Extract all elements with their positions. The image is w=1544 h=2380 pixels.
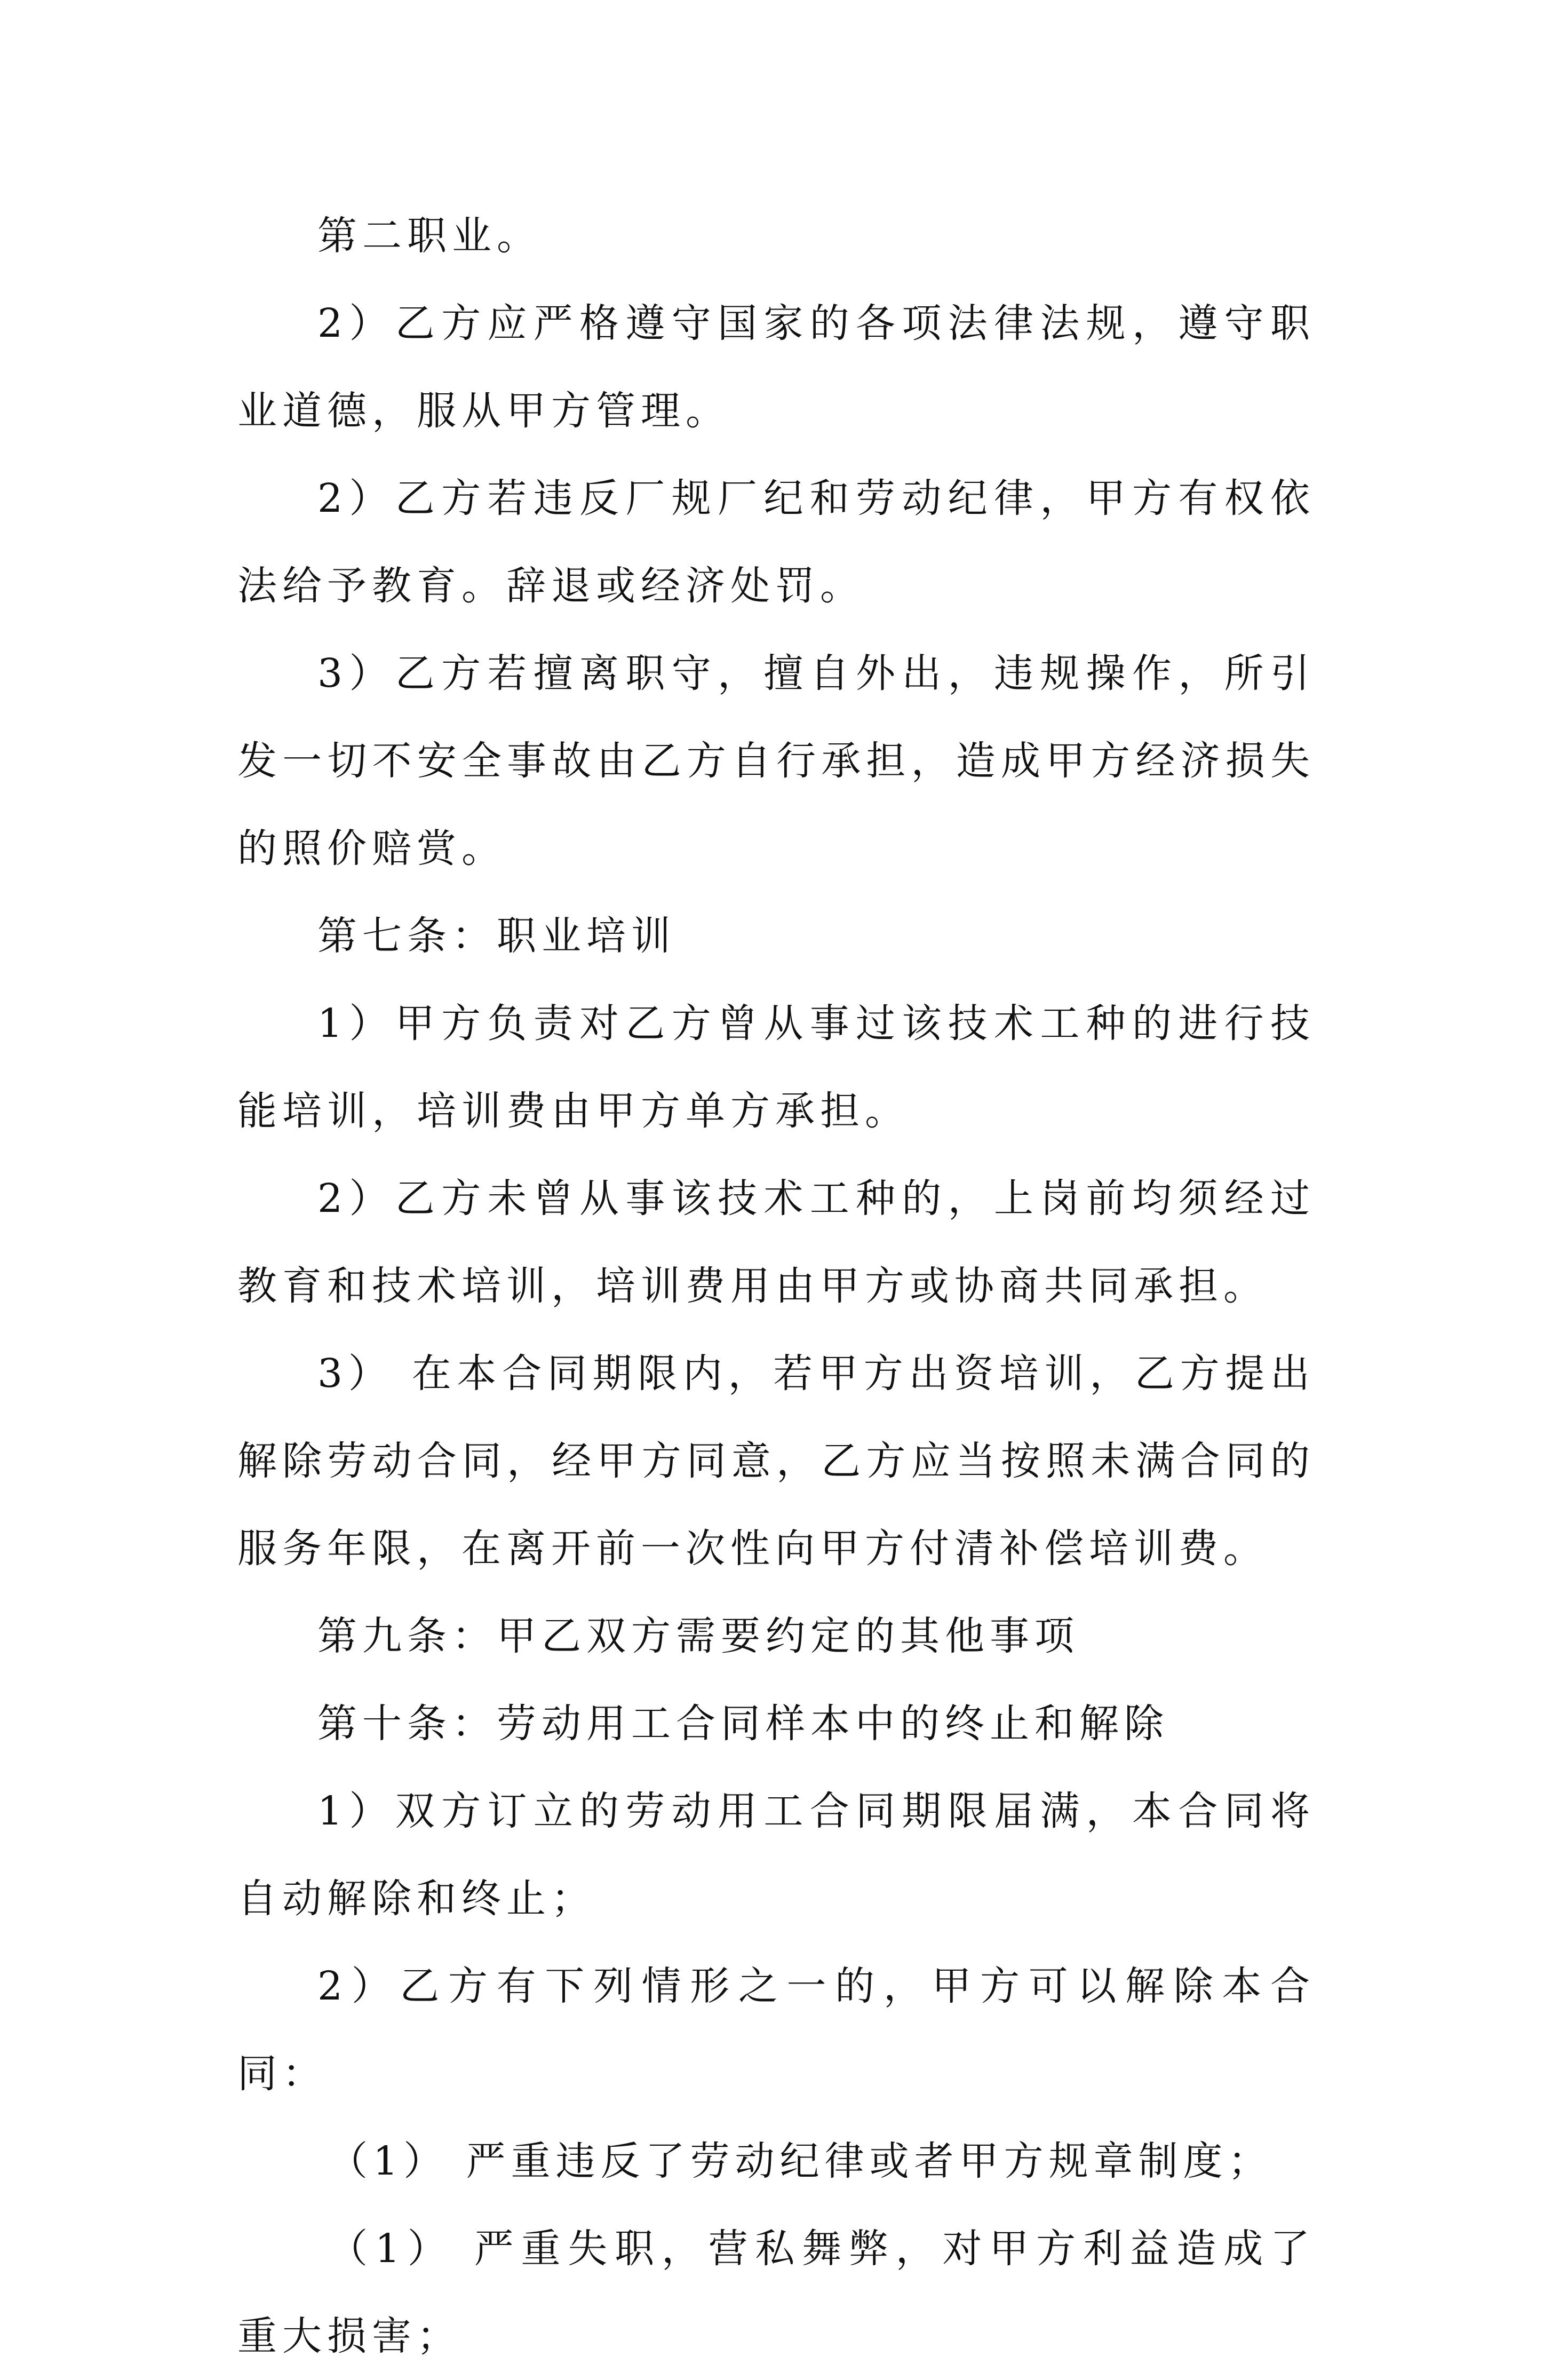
- paragraph-discipline: 2）乙方若违反厂规厂纪和劳动纪律，甲方有权依法给予教育。辞退或经济处罚。: [237, 475, 1315, 609]
- list-item-violation: （1） 严重违反了劳动纪律或者甲方规章制度；: [328, 2138, 1273, 2184]
- paragraph-obey-laws: 2）乙方应严格遵守国家的各项法律法规，遵守职业道德，服从甲方管理。: [237, 300, 1315, 434]
- paragraph-liability: 3）乙方若擅离职守，擅自外出，违规操作，所引发一切不安全事故由乙方自行承担，造成甲方经济损失的照价赔赏。: [237, 650, 1315, 871]
- article-7-heading: 第七条：职业培训: [317, 913, 676, 959]
- article-9-heading: 第九条：甲乙双方需要约定的其他事项: [317, 1613, 1079, 1659]
- article-10-heading: 第十条：劳动用工合同样本中的终止和解除: [317, 1701, 1169, 1747]
- paragraph-second-job: 第二职业。: [317, 213, 542, 259]
- contract-body: [237, 192, 1315, 2380]
- paragraph-termination-1: 1）双方订立的劳动用工合同期限届满，本合同将自动解除和终止；: [237, 1788, 1315, 1922]
- list-item-negligence: （1） 严重失职，营私舞弊，对甲方利益造成了重大损害；: [237, 2226, 1315, 2359]
- paragraph-termination-2: 2）乙方有下列情形之一的，甲方可以解除本合同：: [237, 1963, 1315, 2097]
- paragraph-training-2: 2）乙方未曾从事该技术工种的，上岗前均须经过教育和技术培训，培训费用由甲方或协商共同承担。: [237, 1176, 1315, 1309]
- paragraph-training-3: 3） 在本合同期限内，若甲方出资培训，乙方提出解除劳动合同，经甲方同意，乙方应当按照未满合同的服务年限，在离开前一次性向甲方付清补偿培训费。: [237, 1351, 1315, 1572]
- paragraph-training-1: 1）甲方负责对乙方曾从事过该技术工种的进行技能培训，培训费由甲方单方承担。: [237, 1001, 1315, 1134]
